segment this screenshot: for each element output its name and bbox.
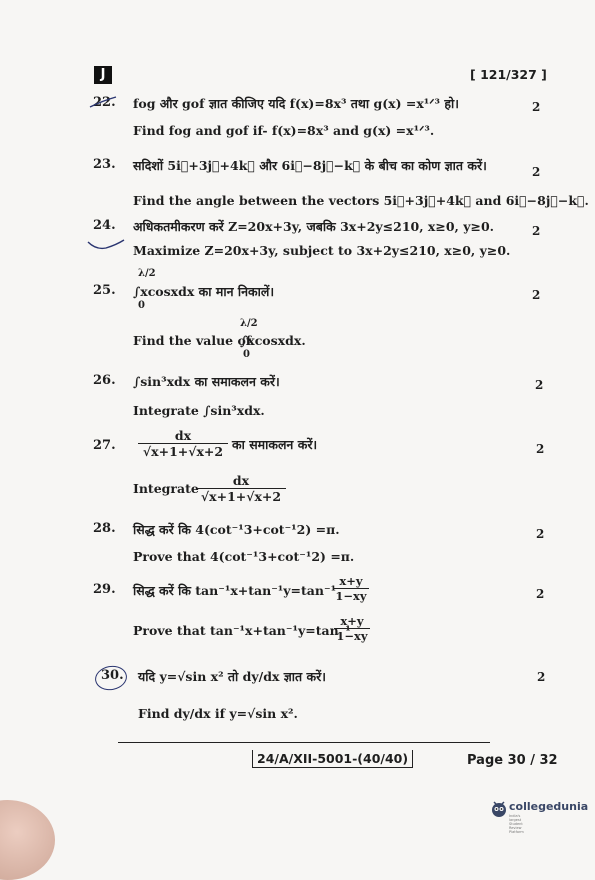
question-english: Integrate ∫sin³xdx. [133,403,265,418]
question-marks: 2 [532,288,541,302]
handwritten-tick [86,238,126,252]
set-label: J [94,66,112,84]
integral-lower-limit: 0 [138,300,145,311]
question-marks: 2 [536,527,545,541]
handwritten-mark [88,93,118,113]
question-english: Find the angle between the vectors 5i⃗+3j⃗+4k⃗ and 6i⃗−8j⃗−k⃗. [133,193,589,208]
fraction-numerator: x+y [334,614,370,629]
fraction-denominator: 1−xy [335,589,367,603]
question-number: 27. [93,438,116,453]
question-marks: 2 [532,224,541,238]
question-number: 30. [101,668,124,683]
question-hindi: यदि y=√sin x² तो dy/dx ज्ञात करें। [138,669,326,684]
fraction [333,574,369,603]
question-hindi: सदिशों 5i⃗+3j⃗+4k⃗ और 6i⃗−8j⃗−k⃗ के बीच का कोण ज्ञात करें। [133,158,487,173]
brand-name: collegedunia [509,800,589,813]
fraction-numerator: dx [196,473,286,489]
question-hindi: अधिकतमीकरण करें Z=20x+3y, जबकि 3x+2y≤210, x≥0, y≥0. [133,219,495,234]
integral-upper-limit: λ/2 [240,318,258,329]
question-hindi: ∫xcosxdx का मान निकालें। [133,284,275,299]
fraction-denominator: √x+1+√x+2 [200,489,282,504]
question-english-prefix: Find the value of [133,333,252,348]
fraction-numerator: dx [138,428,228,444]
finger-shadow [0,800,55,880]
question-number: 24. [93,218,116,233]
question-english-expr: ∫xcosxdx. [240,333,306,348]
page-number: Page 30 / 32 [467,753,558,768]
question-hindi: सिद्ध करें कि tan⁻¹x+tan⁻¹y=tan⁻¹ [133,583,337,598]
question-marks: 2 [536,442,545,456]
question-hindi: सिद्ध करें कि 4(cot⁻¹3+cot⁻¹2) =π. [133,522,340,537]
footer-paper-code: 24/A/XII-5001-(40/40) [252,750,413,768]
question-english-prefix: Integrate [133,481,199,496]
fraction [196,473,286,504]
question-hindi: का समाकलन करें। [232,437,318,452]
owl-icon [491,800,507,818]
integral-lower-limit: 0 [243,349,250,360]
question-marks: 2 [535,378,544,392]
fraction [138,428,228,459]
fraction-numerator: x+y [333,574,369,589]
question-number: 25. [93,283,116,298]
question-number: 22. [93,95,116,110]
question-english: Maximize Z=20x+3y, subject to 3x+2y≤210, x≥0, y≥0. [133,243,511,258]
integral-upper-limit: λ/2 [138,268,156,279]
footer-rule [118,742,490,743]
question-marks: 2 [532,100,541,114]
fraction-denominator: 1−xy [336,629,368,643]
question-number: 28. [93,521,116,536]
question-english: Prove that 4(cot⁻¹3+cot⁻¹2) =π. [133,549,355,564]
question-english: Find fog and gof if- f(x)=8x³ and g(x) =x¹ᐟ³. [133,123,435,138]
question-hindi: ∫sin³xdx का समाकलन करें। [133,374,280,389]
question-english: Find dy/dx if y=√sin x². [138,706,298,721]
brand-tagline: India's largest Student Review Platform [509,814,524,834]
question-english-prefix: Prove that tan⁻¹x+tan⁻¹y=tan⁻¹ [133,623,351,638]
question-marks: 2 [532,165,541,179]
fraction [334,614,370,643]
question-marks: 2 [536,587,545,601]
paper-code: [ 121/327 ] [470,67,547,82]
fraction-denominator: √x+1+√x+2 [142,444,224,459]
question-hindi: fog और gof ज्ञात कीजिए यदि f(x)=8x³ तथा g(x) =x¹ᐟ³ हो। [133,96,459,111]
question-marks: 2 [537,670,546,684]
question-number: 23. [93,157,116,172]
question-number: 26. [93,373,116,388]
question-number: 29. [93,582,116,597]
